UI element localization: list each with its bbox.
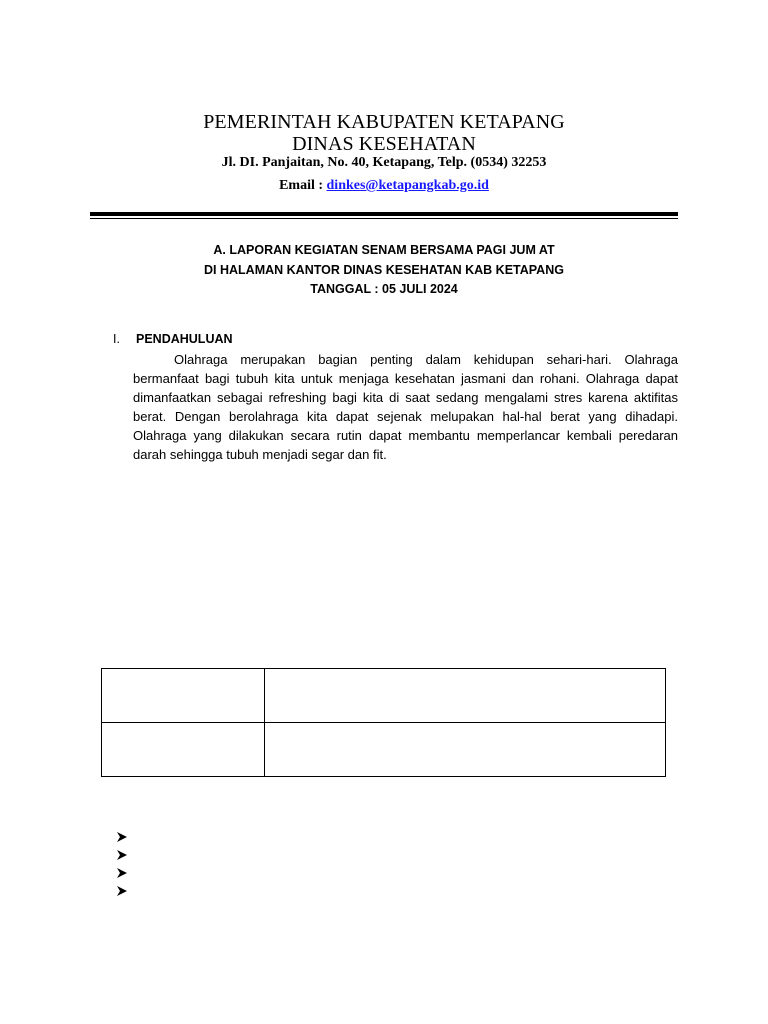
- table-cell: [102, 669, 265, 723]
- report-title-line-2: DI HALAMAN KANTOR DINAS KESEHATAN KAB KETAPANG: [204, 263, 564, 277]
- arrow-right-icon: [116, 849, 128, 861]
- email-link[interactable]: dinkes@ketapangkab.go.id: [326, 178, 489, 193]
- table-cell: [265, 723, 666, 777]
- section-paragraph: Olahraga merupakan bagian penting dalam kehidupan sehari-hari. Olahraga bermanfaat bagi tubuh kita untuk menjaga kesehatan jasmani dan rohani. Olahraga dapat dimanfaatkan sebagai refreshing bagi kita di saat sedang mengalami stres karena aktifitas berat. Dengan berolahraga kita dapat sejenak melupakan hal-hal berat yang dihadapi. Olahraga yang dilakukan secara rutin dapat membantu memperlancar kembali peredaran darah sehingga tubuh menjadi segar dan fit.: [133, 352, 678, 462]
- arrow-right-icon: [116, 885, 128, 897]
- government-title: PEMERINTAH KABUPATEN KETAPANG: [203, 111, 565, 133]
- bullet-list: [116, 829, 128, 901]
- list-item: [116, 829, 128, 847]
- list-item: [116, 847, 128, 865]
- agency-title: DINAS KESEHATAN: [292, 133, 476, 155]
- report-title-line-3: TANGGAL : 05 JULI 2024: [310, 282, 458, 296]
- letterhead-rule-thin: [90, 218, 678, 219]
- letterhead-rule-thick: [90, 212, 678, 216]
- table-cell: [102, 723, 265, 777]
- section-number: I.: [113, 332, 120, 346]
- table-row: [102, 723, 666, 777]
- section-heading: PENDAHULUAN: [136, 332, 233, 346]
- address-line: Jl. DI. Panjaitan, No. 40, Ketapang, Telp. (0534) 32253: [221, 155, 547, 170]
- email-line: [0, 177, 768, 195]
- report-title-line-1: A. LAPORAN KEGIATAN SENAM BERSAMA PAGI JUM AT: [213, 243, 555, 257]
- list-item: [116, 883, 128, 901]
- list-item: [116, 865, 128, 883]
- arrow-right-icon: [116, 867, 128, 879]
- arrow-right-icon: [116, 831, 128, 843]
- empty-table: [101, 668, 666, 777]
- table-row: [102, 669, 666, 723]
- email-label: Email :: [279, 178, 327, 193]
- table-cell: [265, 669, 666, 723]
